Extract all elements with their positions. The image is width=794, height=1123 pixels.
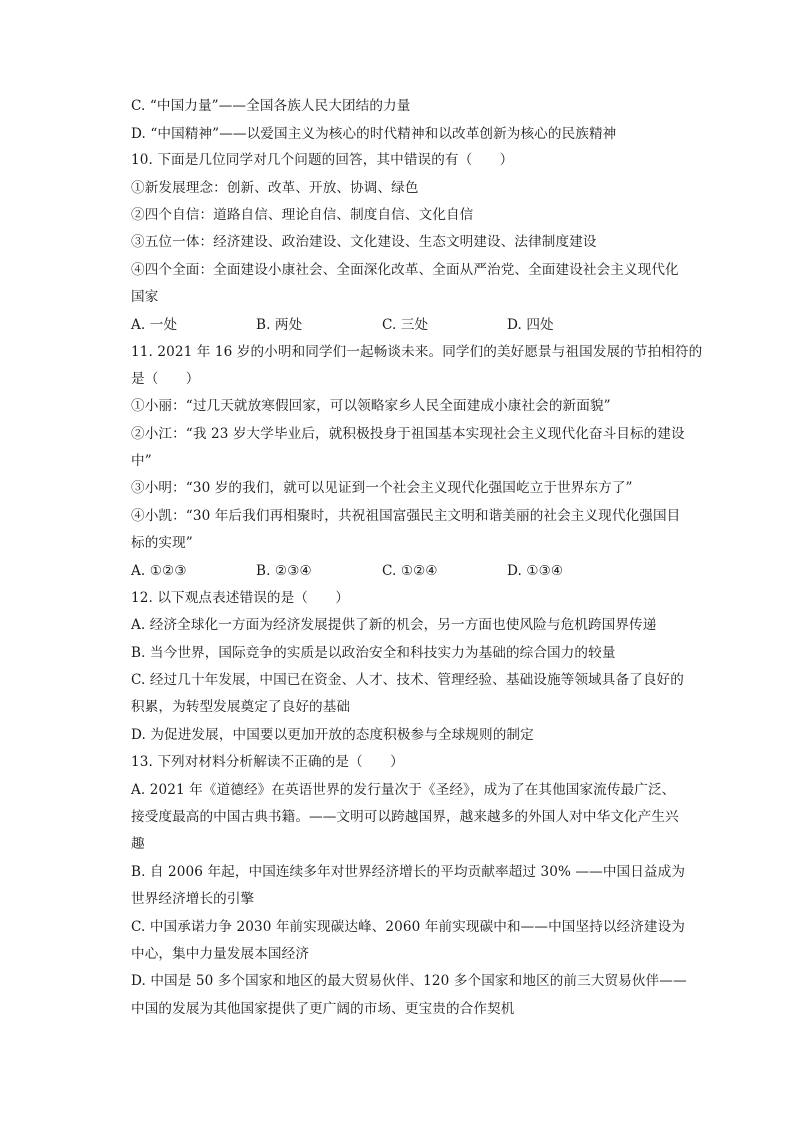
q11-stem-cont: 是（ ） — [131, 371, 200, 387]
q11-item-4-cont: 标的实现” — [131, 535, 193, 551]
q10-option-b: B. 两处 — [256, 317, 303, 333]
q13-option-a-cont-1: 接受度最高的中国古典书籍。——文明可以跨越国界，越来越多的外国人对中华文化产生兴 — [131, 809, 679, 825]
q13-option-c-cont: 中心，集中力量发展本国经济 — [131, 946, 310, 962]
q12-stem: 12. 以下观点表述错误的是（ ） — [131, 590, 350, 606]
q11-option-d: D. ①③④ — [507, 563, 564, 579]
q10-option-a: A. 一处 — [131, 317, 178, 333]
q11-item-2: ②小江：“我 23 岁大学毕业后，就积极投身于祖国基本实现社会主义现代化奋斗目标的建设 — [131, 426, 685, 442]
q13-option-b: B. 自 2006 年起，中国连续多年对世界经济增长的平均贡献率超过 30% ——中国日益成为 — [131, 864, 686, 880]
q12-option-d: D. 为促进发展，中国要以更加开放的态度积极参与全球规则的制定 — [131, 727, 534, 743]
q11-option-c: C. ①②④ — [382, 563, 438, 579]
q10-item-4: ④四个全面：全面建设小康社会、全面深化改革、全面从严治党、全面建设社会主义现代化 — [131, 262, 679, 278]
q12-option-c-cont: 积累，为转型发展奠定了良好的基础 — [131, 699, 351, 715]
q12-option-a: A. 经济全球化一方面为经济发展提供了新的机会，另一方面也使风险与危机跨国界传递 — [131, 617, 657, 633]
q12-option-b: B. 当今世界，国际竞争的实质是以政治安全和科技实力为基础的综合国力的较量 — [131, 645, 616, 661]
q11-item-3: ③小明：“30 岁的我们，就可以见证到一个社会主义现代化强国屹立于世界东方了” — [131, 480, 633, 496]
q13-option-a-cont-2: 趣 — [131, 836, 145, 852]
q10-item-2: ②四个自信：道路自信、理论自信、制度自信、文化自信 — [131, 207, 474, 223]
q10-option-c: C. 三处 — [382, 317, 429, 333]
q11-item-4: ④小凯：“30 年后我们再相聚时，共祝祖国富强民主文明和谐美丽的社会主义现代化强国目 — [131, 508, 681, 524]
q13-option-a: A. 2021 年《道德经》在英语世界的发行量次于《圣经》，成为了在其他国家流传最广泛、 — [131, 782, 676, 798]
q13-option-d-cont: 中国的发展为其他国家提供了更广阔的市场、更宝贵的合作契机 — [131, 1001, 515, 1017]
q9-option-d: D. “中国精神”——以爱国主义为核心的时代精神和以改革创新为核心的民族精神 — [131, 126, 617, 142]
q11-stem: 11. 2021 年 16 岁的小明和同学们一起畅谈未来。同学们的美好愿景与祖国发展的节拍相符的 — [131, 344, 703, 360]
q11-option-a: A. ①②③ — [131, 563, 187, 579]
q10-item-3: ③五位一体：经济建设、政治建设、文化建设、生态文明建设、法律制度建设 — [131, 234, 597, 250]
q10-item-1: ①新发展理念：创新、改革、开放、协调、绿色 — [131, 180, 419, 196]
q12-option-c: C. 经过几十年发展，中国已在资金、人才、技术、管理经验、基础设施等领域具备了良好的 — [131, 672, 684, 688]
q11-item-2-cont: 中” — [131, 453, 152, 469]
q9-option-c: C. “中国力量”——全国各族人民大团结的力量 — [131, 98, 411, 114]
q13-stem: 13. 下列对材料分析解读不正确的是（ ） — [131, 754, 404, 770]
q11-option-b: B. ②③④ — [256, 563, 312, 579]
q11-item-1: ①小丽：“过几天就放寒假回家，可以领略家乡人民全面建成小康社会的新面貌” — [131, 398, 611, 414]
q13-option-c: C. 中国承诺力争 2030 年前实现碳达峰、2060 年前实现碳中和——中国坚持以经济建设为 — [131, 919, 686, 935]
q10-item-4-cont: 国家 — [131, 289, 159, 305]
q10-stem: 10. 下面是几位同学对几个问题的回答，其中错误的有（ ） — [131, 152, 514, 168]
q13-option-d: D. 中国是 50 多个国家和地区的最大贸易伙伴、120 多个国家和地区的前三大贸易伙伴—— — [131, 973, 687, 989]
q10-option-d: D. 四处 — [507, 317, 554, 333]
q13-option-b-cont: 世界经济增长的引擎 — [131, 891, 255, 907]
